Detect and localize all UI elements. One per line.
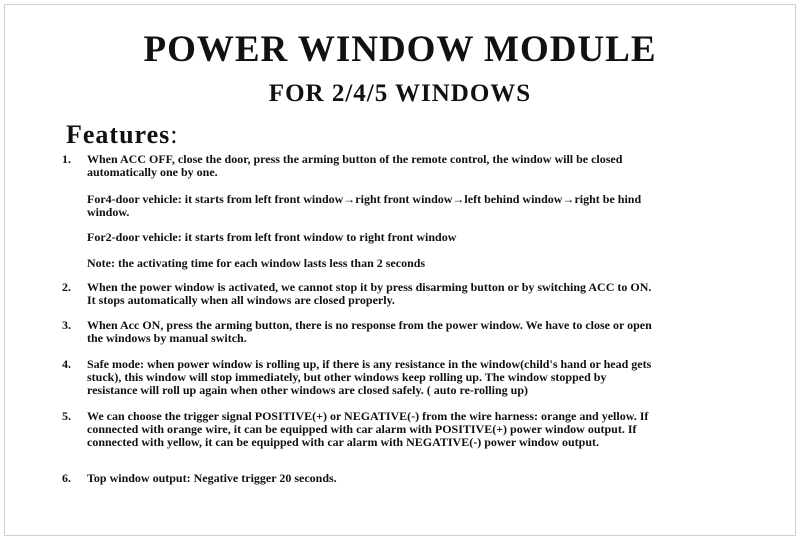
feature-line: the windows by manual switch.: [87, 331, 247, 345]
four-door-note: [87, 193, 777, 219]
features-heading-text: Features: [66, 120, 171, 149]
four-door-seg-1: For4-door vehicle: it starts from left front window: [87, 192, 344, 206]
feature-text: [87, 472, 787, 485]
feature-line: Top window output: Negative trigger 20 seconds.: [87, 471, 337, 485]
page-subtitle: FOR 2/4/5 WINDOWS: [268, 80, 532, 107]
features-heading: [66, 120, 179, 150]
activation-time-note: Note: the activating time for each window lasts less than 2 seconds: [87, 256, 426, 270]
page-title: POWER WINDOW MODULE: [143, 29, 657, 70]
feature-text: [87, 319, 787, 345]
feature-number: 6.: [62, 471, 71, 485]
feature-text: [87, 281, 787, 307]
feature-text: [87, 153, 787, 179]
feature-number: 5.: [62, 409, 71, 423]
feature-line: automatically one by one.: [87, 165, 218, 179]
feature-number: 1.: [62, 152, 71, 166]
feature-text: [87, 410, 787, 449]
feature-line: When Acc ON, press the arming button, there is no response from the power window. We have to close or open: [87, 318, 652, 332]
feature-text: [87, 358, 787, 397]
four-door-seg-2: right front window: [355, 192, 453, 206]
four-door-seg-4: right be hind: [574, 192, 642, 206]
feature-line: When ACC OFF, close the door, press the arming button of the remote control, the window will be closed: [87, 152, 623, 166]
feature-line: stuck), this window will stop immediately, but other windows keep rolling up. The window stopped by: [87, 370, 607, 384]
arrow-icon: →: [452, 192, 465, 206]
feature-number: 3.: [62, 318, 71, 332]
feature-line: connected with yellow, it can be equipped with car alarm with NEGATIVE(-) power window output.: [87, 435, 600, 449]
four-door-seg-3: left behind window: [464, 192, 563, 206]
feature-line: Safe mode: when power window is rolling up, if there is any resistance in the window(child's hand or head gets: [87, 357, 652, 371]
feature-line: When the power window is activated, we cannot stop it by press disarming button or by switching ACC to ON.: [87, 280, 652, 294]
two-door-note: For2-door vehicle: it starts from left front window to right front window: [87, 230, 457, 244]
feature-line: connected with orange wire, it can be equipped with car alarm with POSITIVE(+) power window output. If: [87, 422, 637, 436]
feature-number: 2.: [62, 280, 71, 294]
features-heading-colon: :: [170, 120, 179, 149]
arrow-icon: →: [343, 192, 356, 206]
arrow-icon: →: [562, 192, 575, 206]
feature-line: It stops automatically when all windows are closed properly.: [87, 293, 395, 307]
feature-number: 4.: [62, 357, 71, 371]
feature-line: We can choose the trigger signal POSITIVE(+) or NEGATIVE(-) from the wire harness: orange and yellow. If: [87, 409, 649, 423]
four-door-seg-5: window.: [87, 205, 130, 219]
feature-line: resistance will roll up again when other windows are closed safely. ( auto re-rolling up): [87, 383, 529, 397]
